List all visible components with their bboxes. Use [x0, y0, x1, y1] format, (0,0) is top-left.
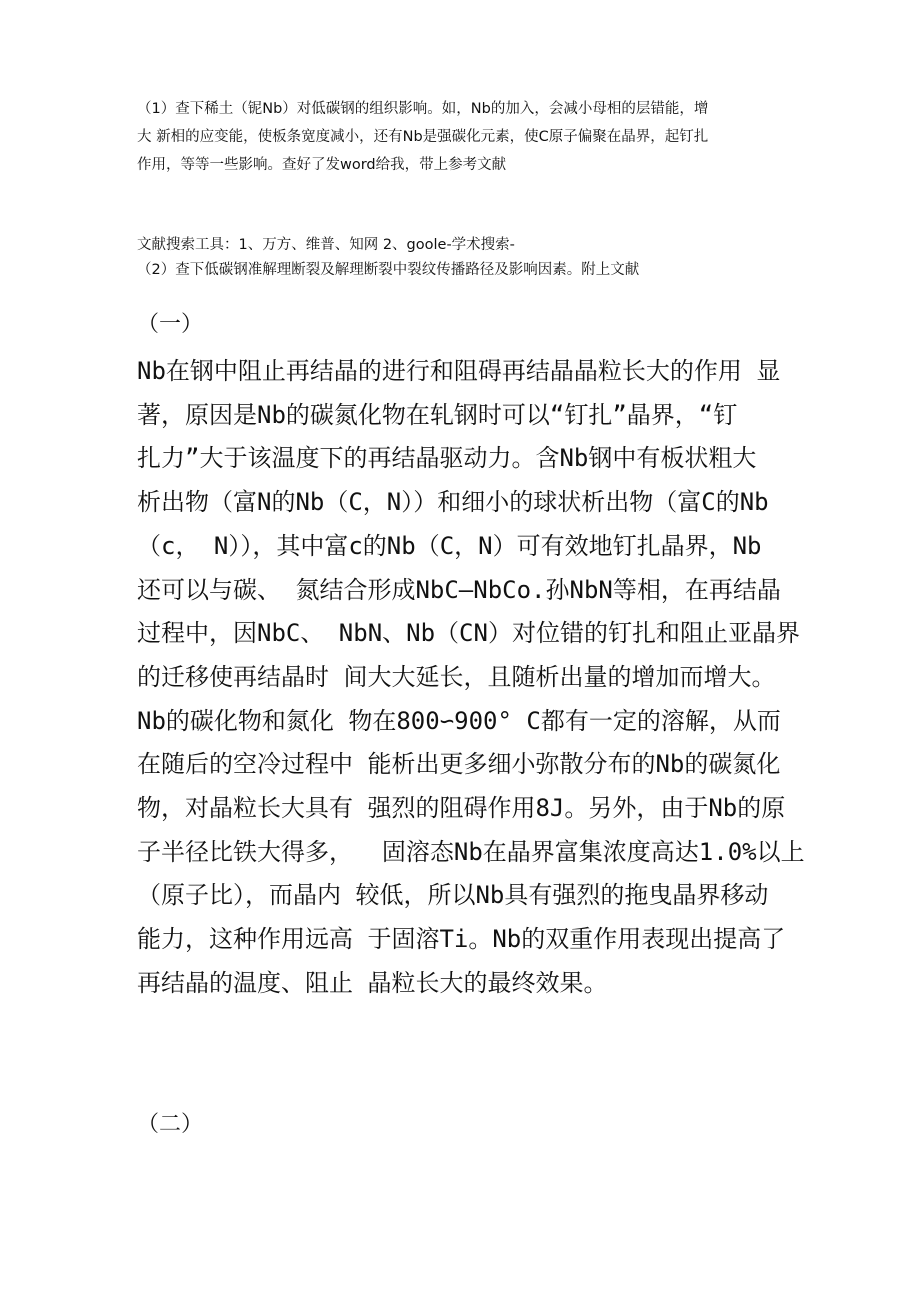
body-line: 在随后的空冷过程中 能析出更多细小弥散分布的Nb的碳氮化 — [137, 750, 781, 779]
body-line: 著，原因是Nb的碳氮化物在轧钢时可以“钉扎”晶界，“钉 — [137, 400, 738, 429]
body-line: Nb的碳化物和氮化 物在800∽900° C都有一定的溶解，从而 — [137, 706, 781, 735]
request-1-line: （1）查下稀土（铌Nb）对低碳钢的组织影响。如，Nb的加入，会减小母相的层错能，增 — [137, 101, 709, 117]
body-line: 过程中，因NbC、 NbN、Nb（CN）对位错的钉扎和阻止亚晶界 — [137, 619, 800, 648]
section-1-body — [137, 350, 805, 1006]
body-line: 的迁移使再结晶时 间大大延长，且随析出量的增加而增大。 — [137, 662, 776, 691]
body-line: 还可以与碳、 氮结合形成NbC—NbCo.孙NbN等相，在再结晶 — [137, 575, 781, 604]
section-2-heading: （二） — [137, 1112, 204, 1137]
body-line: 扎力”大于该温度下的再结晶驱动力。含Nb钢中有板状粗大 — [137, 444, 757, 473]
body-line: 能力，这种作用远高 于固溶Ti。Nb的双重作用表现出提高了 — [137, 925, 786, 954]
search-tools-line: 文献搜索工具：1、万方、维普、知网 2、goole-学术搜索- — [137, 237, 515, 253]
body-line: （原子比），而晶内 较低，所以Nb具有强烈的拖曳晶界移动 — [137, 881, 769, 910]
body-line: 再结晶的温度、阻止 晶粒长大的最终效果。 — [137, 968, 608, 997]
request-1-paragraph — [137, 95, 708, 179]
section-1-heading: （一） — [137, 312, 204, 337]
body-line: （c， N）），其中富c的Nb（C，N）可有效地钉扎晶界，Nb — [137, 531, 762, 560]
body-line: Nb在钢中阻止再结晶的进行和阻碍再结晶晶粒长大的作用 显 — [137, 357, 781, 385]
body-line: 析出物（富N的Nb（C，N））和细小的球状析出物（富C的Nb — [137, 488, 769, 517]
request-1-line: 作用，等等一些影响。查好了发word给我，带上参考文献 — [137, 157, 507, 173]
body-line: 物，对晶粒长大具有 强烈的阻碍作用8J。另外，由于Nb的原 — [137, 794, 786, 823]
request-2-line: （2）查下低碳钢准解理断裂及解理断裂中裂纹传播路径及影响因素。附上文献 — [137, 262, 640, 278]
request-1-line: 大 新相的应变能，使板条宽度减小，还有Nb是强碳化元素，使C原子偏聚在晶界，起钉扎 — [137, 129, 709, 145]
body-line: 子半径比铁大得多， 固溶态Nb在晶界富集浓度高达1.0%以上 — [137, 837, 805, 866]
